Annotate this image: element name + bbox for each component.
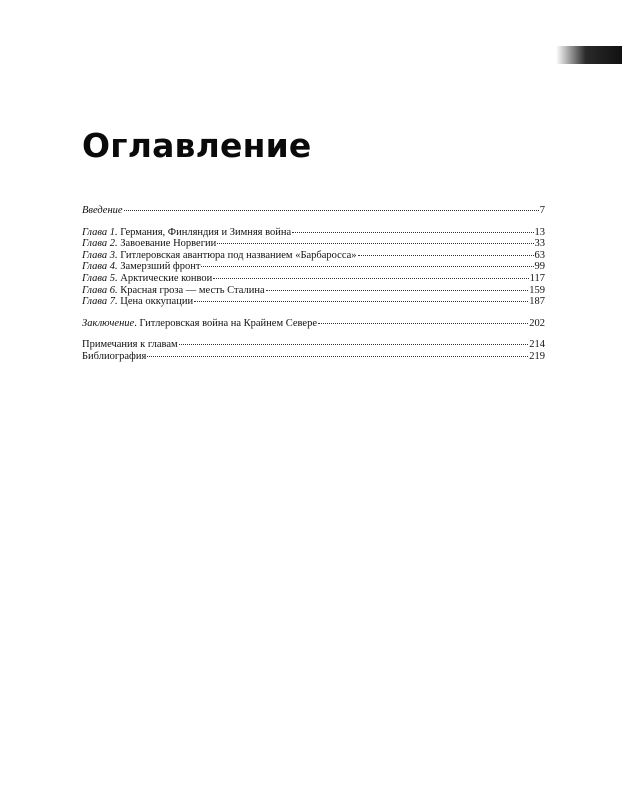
prefix-dot: . bbox=[114, 249, 118, 261]
dot-leader bbox=[201, 266, 533, 267]
prefix-dot: . bbox=[114, 261, 118, 273]
toc-entry-page: 202 bbox=[529, 317, 545, 329]
toc-entry-prefix: Заключение bbox=[82, 317, 135, 329]
toc-entry-page: 187 bbox=[529, 296, 545, 308]
toc-entry-page: 117 bbox=[529, 272, 545, 284]
toc-entry-chapter-2[interactable] bbox=[82, 238, 545, 250]
toc-entry-chapter-4[interactable] bbox=[82, 261, 545, 273]
toc-conclusion-group bbox=[82, 318, 545, 330]
page-corner-tab bbox=[556, 46, 622, 64]
toc-entry-prefix: Глава 3 bbox=[82, 249, 115, 261]
dot-leader bbox=[292, 232, 533, 233]
toc-entry-conclusion[interactable] bbox=[82, 318, 545, 330]
toc-entry-label bbox=[82, 261, 200, 273]
toc-entry-page: 159 bbox=[529, 284, 545, 296]
toc-entry-label bbox=[82, 285, 265, 297]
toc-entry-notes[interactable] bbox=[82, 339, 545, 351]
page-title: Оглавление bbox=[82, 126, 312, 165]
toc-entry-page: 99 bbox=[534, 261, 545, 273]
prefix-dot: . bbox=[114, 238, 118, 250]
toc-entry-prefix: Глава 4 bbox=[82, 261, 115, 273]
toc-entry-bibliography[interactable] bbox=[82, 351, 545, 363]
toc-entry-page: 214 bbox=[529, 339, 545, 351]
prefix-dot: . bbox=[114, 226, 118, 238]
dot-leader bbox=[266, 290, 529, 291]
toc-chapters-group bbox=[82, 227, 545, 308]
toc-entry-title: Библиография bbox=[82, 350, 147, 362]
dot-leader bbox=[217, 243, 533, 244]
toc-entry-page: 13 bbox=[534, 226, 545, 238]
toc-entry-page: 33 bbox=[534, 238, 545, 250]
toc-entry-title: Замерзший фронт bbox=[120, 261, 201, 273]
toc-entry-prefix: Глава 7 bbox=[82, 296, 115, 308]
toc-entry-prefix: Введение bbox=[82, 205, 123, 216]
toc-entry-title: Германия, Финляндия и Зимняя война bbox=[120, 226, 292, 238]
prefix-dot: . bbox=[114, 296, 118, 308]
toc-entry-title: Гитлеровская война на Крайнем Севере bbox=[139, 317, 317, 329]
toc-entry-chapter-3[interactable] bbox=[82, 250, 545, 262]
toc-entry-page: 219 bbox=[529, 350, 545, 362]
toc-entry-label bbox=[82, 238, 216, 250]
toc-backmatter-group bbox=[82, 339, 545, 362]
dot-leader bbox=[194, 301, 528, 302]
toc-entry-label bbox=[82, 273, 212, 285]
dot-leader bbox=[358, 255, 534, 256]
dot-leader bbox=[318, 323, 528, 324]
table-of-contents bbox=[82, 205, 545, 373]
dot-leader bbox=[147, 356, 528, 357]
toc-entry-page: 7 bbox=[539, 205, 545, 216]
dot-leader bbox=[179, 344, 529, 345]
toc-entry-label bbox=[82, 227, 291, 239]
toc-entry-chapter-5[interactable] bbox=[82, 273, 545, 285]
toc-entry-title: Красная гроза — месть Сталина bbox=[120, 284, 265, 296]
toc-entry-prefix: Глава 2 bbox=[82, 238, 115, 250]
toc-entry-prefix: Глава 6 bbox=[82, 284, 115, 296]
toc-entry-page: 63 bbox=[534, 249, 545, 261]
dot-leader bbox=[124, 210, 539, 211]
toc-entry-title: Примечания к главам bbox=[82, 339, 178, 351]
toc-entry-label bbox=[82, 250, 357, 262]
toc-intro-group bbox=[82, 205, 545, 217]
toc-entry-label bbox=[82, 205, 123, 217]
prefix-dot: . bbox=[114, 284, 118, 296]
toc-entry-title: Завоевание Норвегии bbox=[120, 238, 217, 250]
toc-entry-label bbox=[82, 296, 193, 308]
toc-entry-chapter-1[interactable] bbox=[82, 227, 545, 239]
toc-entry-prefix: Глава 5 bbox=[82, 272, 115, 284]
prefix-dot: . bbox=[114, 272, 118, 284]
toc-entry-title: Цена оккупации bbox=[120, 296, 194, 308]
toc-entry-title: Гитлеровская авантюра под названием «Барбаросса» bbox=[120, 249, 357, 261]
toc-entry-intro[interactable] bbox=[82, 205, 545, 217]
toc-entry-prefix: Глава 1 bbox=[82, 226, 115, 238]
toc-entry-title: Арктические конвои bbox=[120, 272, 213, 284]
toc-entry-chapter-7[interactable] bbox=[82, 296, 545, 308]
toc-entry-label: Заключение. Гитлеровская война на Крайнем Севере bbox=[82, 317, 317, 329]
dot-leader bbox=[213, 278, 528, 279]
toc-entry-chapter-6[interactable] bbox=[82, 285, 545, 297]
